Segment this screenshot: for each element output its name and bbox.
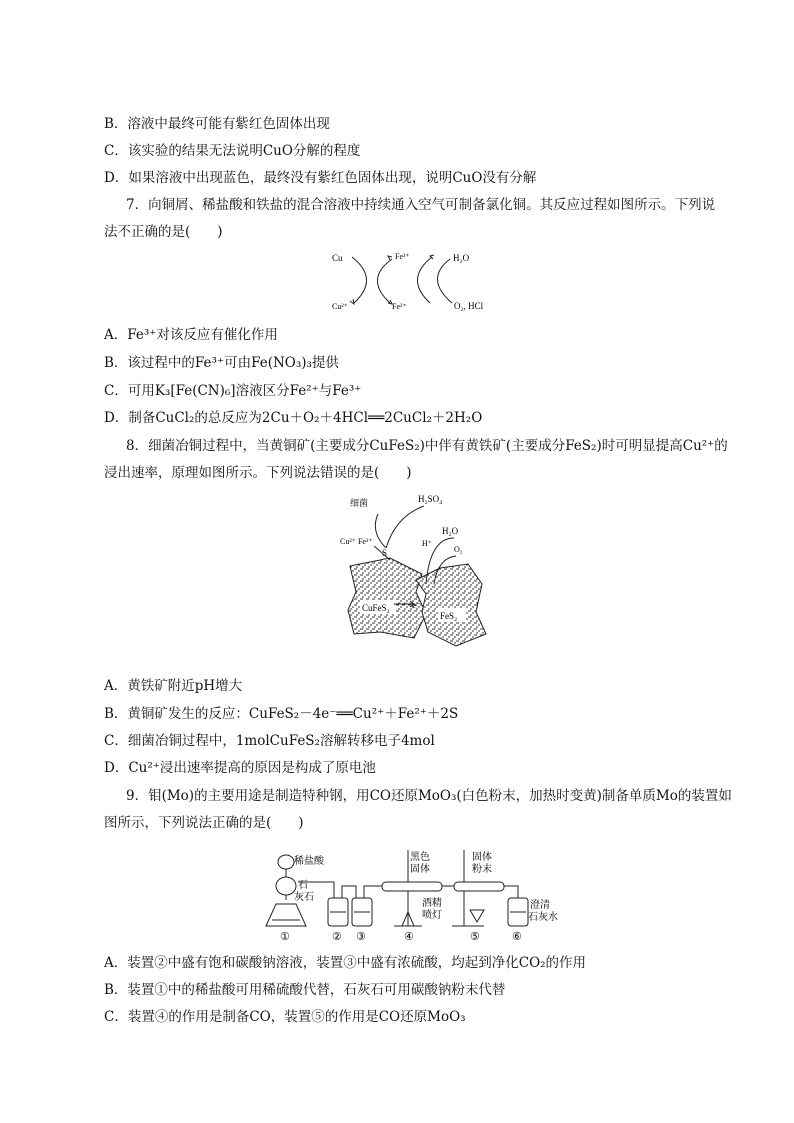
fig9-lime1: 澄清 [530,900,550,911]
fig9-n5: ⑤ [470,931,480,943]
fig8-e: e⁻ [412,600,421,610]
fig8-h2so4: H₂SO₄ [418,494,443,504]
fig9-limestone1: 石 [298,880,308,891]
fig9-solid1: 固体 [472,852,492,863]
fig9-lamp1: 酒精 [422,898,442,909]
q6-option-d: D．如果溶液中出现蓝色，最终没有紫红色固体出现，说明CuO没有分解 [104,170,537,186]
fig8-fes2: FeS₂ [440,611,458,621]
fig9-lime2: 石灰水 [528,912,558,923]
fig9-n4: ④ [404,931,414,943]
fig8-s: S [382,548,388,558]
q8-stem-line2: 浸出速率，原理如图所示。下列说法错误的是( ) [104,465,412,481]
fig9-n3: ③ [356,931,366,943]
fig7-left-arc-inner [377,259,392,303]
q8-mineral-diagram [330,488,500,658]
q7-option-a: A．Fe³⁺对该反应有催化作用 [104,327,278,343]
fig9-n2: ② [332,931,342,943]
q8-option-a: A．黄铁矿附近pH增大 [104,678,243,694]
fig7-h2o: H₂O [453,253,470,263]
fig9-hcl: 稀盐酸 [294,856,324,867]
fig8-hplus: H⁺ [422,539,432,548]
fig7-right-arc-outer [417,257,432,303]
q9-option-c: C．装置④的作用是制备CO，装置⑤的作用是CO还原MoO₃ [104,1009,466,1025]
fig7-left-arc-outer [352,257,367,303]
fig8-o2: O₂ [454,545,463,554]
fig9-lamp2: 喷灯 [422,910,442,921]
q7-option-b: B．该过程中的Fe³⁺可由Fe(NO₃)₃提供 [104,355,339,371]
fig7-fe2: Fe²⁺ [392,302,407,311]
fig8-bacteria: 细菌 [350,498,369,508]
fig9-black1: 黑色 [410,852,430,863]
fig9-n1: ① [280,931,290,943]
q7-stem-line2: 法不正确的是( ) [104,224,223,240]
q6-option-c: C．该实验的结果无法说明CuO分解的程度 [104,143,361,159]
fig9-solid2: 粉末 [472,864,492,875]
fig9-black2: 固体 [410,864,430,875]
fig7-fe3: Fe³⁺ [395,252,410,261]
q9-option-a: A．装置②中盛有饱和碳酸钠溶液，装置③中盛有浓硫酸，均起到净化CO₂的作用 [104,955,587,971]
fig7-o2hcl: O₂, HCl [454,301,484,311]
q8-option-c: C．细菌冶铜过程中，1molCuFeS₂溶解转移电子4mol [104,733,435,749]
fig9-n6: ⑥ [512,931,522,943]
fig8-cufes2-rock [348,558,426,638]
fig7-right-arc-inner [437,259,452,303]
q9-option-b: B．装置①中的稀盐酸可用稀硫酸代替，石灰石可用碳酸钠粉末代替 [104,982,506,998]
q9-apparatus-diagram [258,842,558,943]
fig8-h2o: H₂O [442,526,459,536]
q7-option-c: C．可用K₃[Fe(CN)₆]溶液区分Fe²⁺与Fe³⁺ [104,383,362,399]
q7-option-d: D．制备CuCl₂的总反应为2Cu＋O₂＋4HCl══2CuCl₂＋2H₂O [104,410,483,426]
q9-stem-line1: 9．钼(Mo)的主要用途是制造特种钢，用CO还原MoO₃(白色粉末，加热时变黄)制备单质Mo的装置如 [126,788,732,804]
q9-stem-line2: 图所示，下列说法正确的是( ) [104,815,304,831]
q8-stem-line1: 8．细菌冶铜过程中，当黄铜矿(主要成分CuFeS₂)中伴有黄铁矿(主要成分FeS₂)时可明显提高Cu²⁺的 [126,438,728,454]
q8-option-d: D．Cu²⁺浸出速率提高的原因是构成了原电池 [104,760,376,776]
fig8-ions: Cu²⁺ Fe²⁺ [340,537,373,546]
fig8-cufes2: CuFeS₂ [362,603,390,613]
q6-option-b: B．溶液中最终可能有紫红色固体出现 [104,116,330,132]
fig9-limestone2: 灰石 [294,892,314,903]
q7-stem-line1: 7．向铜屑、稀盐酸和铁盐的混合溶液中持续通入空气可制备氯化铜。其反应过程如图所示。下列说 [126,197,716,213]
fig7-cu2: Cu²⁺ [332,302,348,311]
q7-cycle-diagram [320,245,500,320]
fig7-cu: Cu [332,253,343,263]
q8-option-b: B．黄铜矿发生的反应：CuFeS₂－4e⁻══Cu²⁺＋Fe²⁺＋2S [104,706,459,722]
